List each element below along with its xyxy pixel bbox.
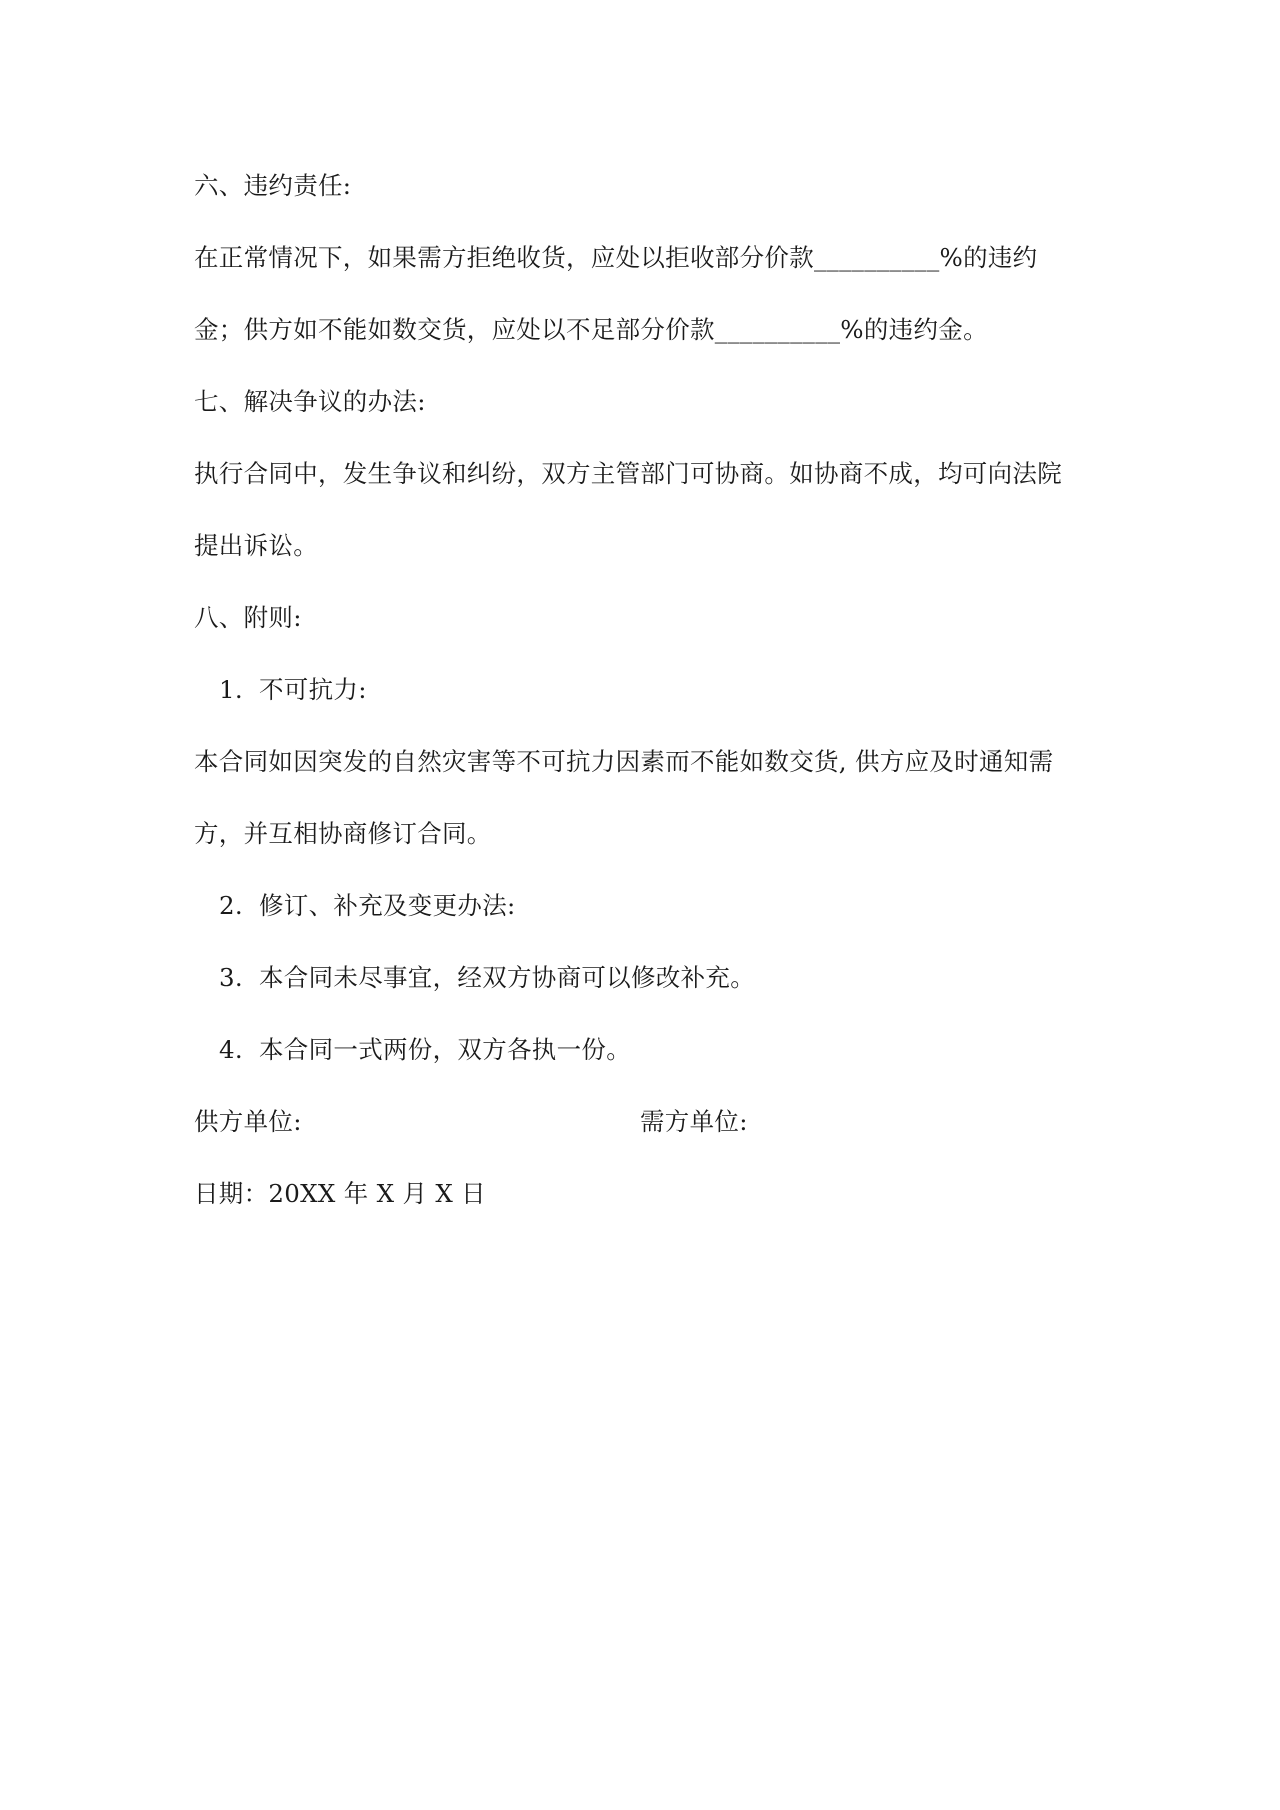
force-majeure-paragraph-line-1: 本合同如因突发的自然灾害等不可抗力因素而不能如数交货, 供方应及时通知需 xyxy=(194,747,1054,776)
list-item-amendments xyxy=(194,870,1094,942)
section-7-paragraph-line-2: 提出诉讼。 xyxy=(194,531,318,560)
force-majeure-paragraph-line-2: 方，并互相协商修订合同。 xyxy=(194,819,492,848)
list-item-text: 修订、补充及变更办法: xyxy=(259,891,516,920)
section-7-heading: 七、解决争议的办法: xyxy=(194,387,426,416)
list-item-unresolved-matters xyxy=(194,942,1094,1014)
list-item-force-majeure xyxy=(194,654,1094,726)
list-item-number: 2. xyxy=(219,891,243,920)
list-item-number: 4. xyxy=(219,1035,243,1064)
section-7-paragraph-line-1: 执行合同中，发生争议和纠纷，双方主管部门可协商。如协商不成，均可向法院 xyxy=(194,459,1062,488)
section-8-heading: 八、附则: xyxy=(194,603,302,632)
section-6-paragraph-line-2: 金；供方如不能如数交货，应处以不足部分价款__________%的违约金。 xyxy=(194,315,988,344)
contract-body xyxy=(194,150,1094,1230)
buyer-signature-label: 需方单位: xyxy=(640,1107,748,1136)
list-item-text: 本合同未尽事宜，经双方协商可以修改补充。 xyxy=(259,963,755,992)
signature-row xyxy=(194,1086,1094,1158)
list-item-number: 3. xyxy=(219,963,243,992)
supplier-signature-label: 供方单位: xyxy=(194,1107,302,1136)
section-6-heading: 六、违约责任: xyxy=(194,171,352,200)
list-item-copies xyxy=(194,1014,1094,1086)
signature-date: 日期：20XX 年 X 月 X 日 xyxy=(194,1179,486,1208)
list-item-text: 本合同一式两份，双方各执一份。 xyxy=(259,1035,631,1064)
list-item-number: 1. xyxy=(219,675,243,704)
list-item-text: 不可抗力: xyxy=(259,675,367,704)
section-6-paragraph-line-1: 在正常情况下，如果需方拒绝收货，应处以拒收部分价款__________%的违约 xyxy=(194,243,1038,272)
